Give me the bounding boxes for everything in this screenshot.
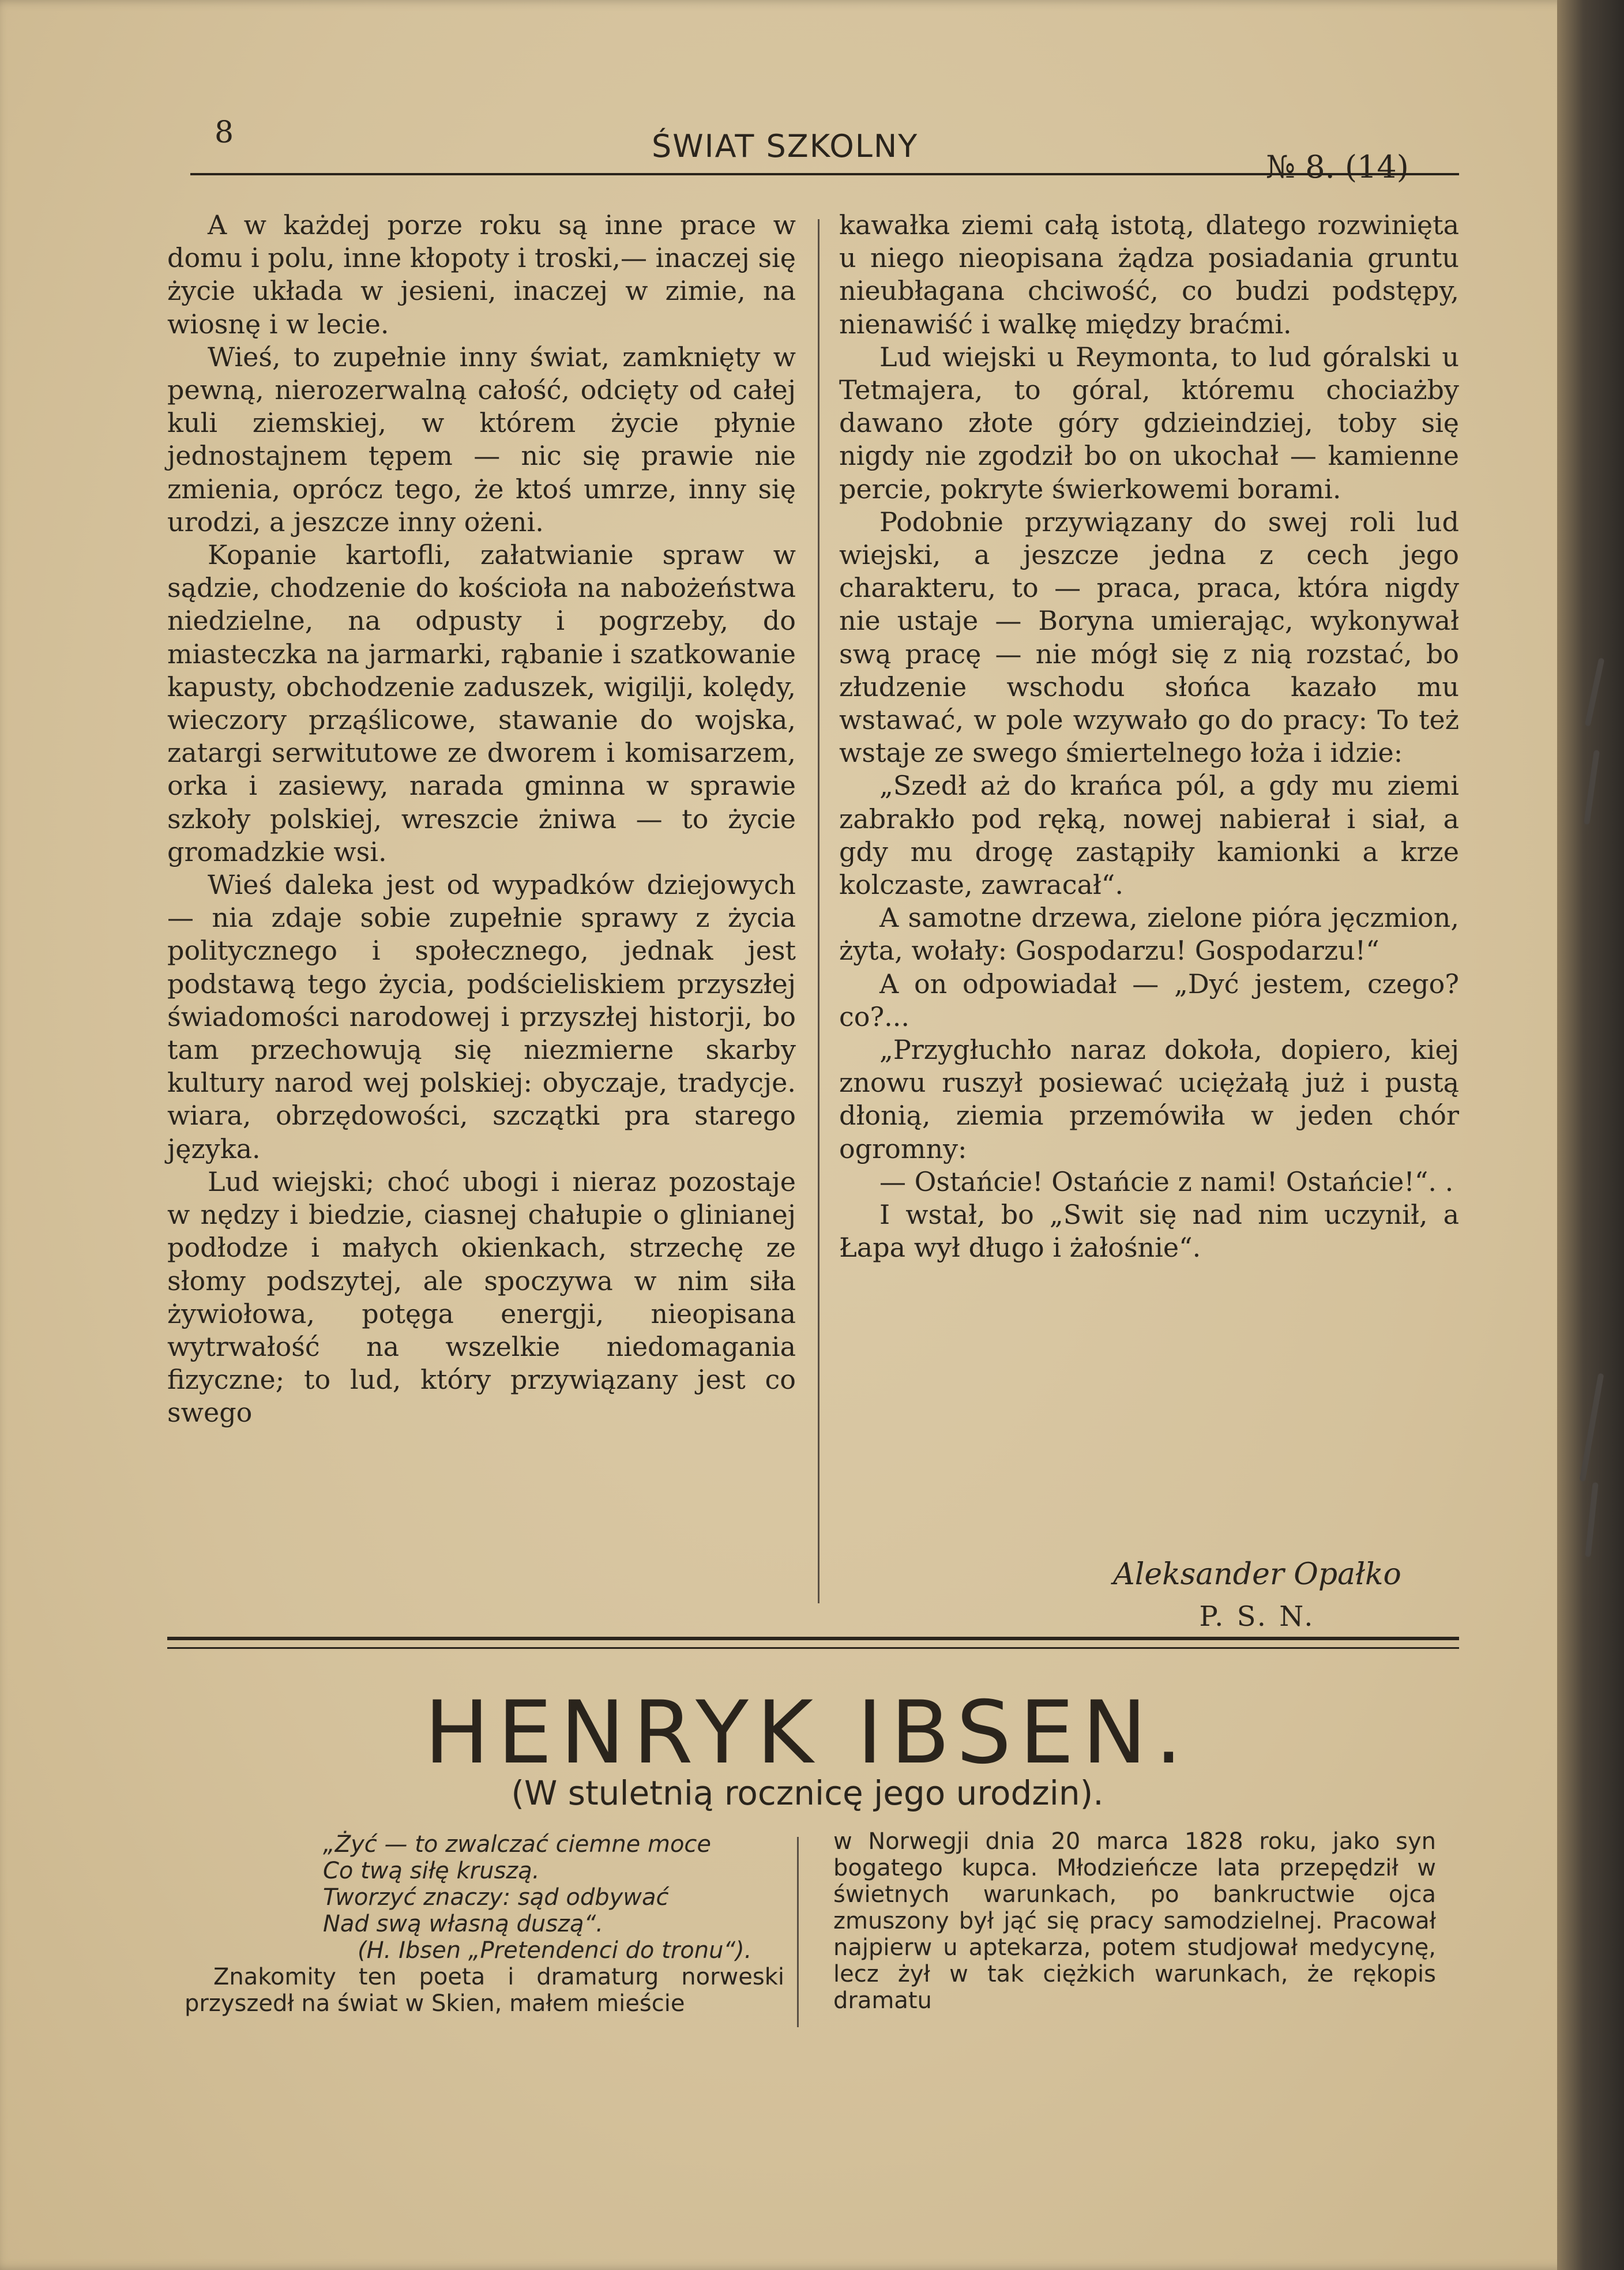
article-right-column: w Norwegji dnia 20 marca 1828 roku, jako syn bogatego kupca. Młodzieńcze lata przepędził w świetnych warunkach, po bankructwie ojca zmuszony był jąć się pracy samodzielnej. Pracował najpierw u aptekarza, potem studjował medycynę, lecz żył w tak ciężkich warunkach, że rękopis dramatu [833, 1828, 1436, 2014]
section-rule-thick [167, 1637, 1459, 1640]
left-column [167, 209, 796, 1604]
article-intro: Znakomity ten poeta i dramaturg norweski przyszedł na świat w Skien, małem mieście [185, 1964, 784, 2017]
motto-line: „Żyć — to zwalczać ciemne moce [323, 1831, 712, 1858]
right-column [839, 209, 1459, 1604]
motto [323, 1831, 784, 1964]
issue-number: № 8. (14) [1266, 149, 1409, 185]
paragraph: Lud wiejski u Reymonta, to lud góralski u Tetmajera, to góral, któremu chociażby dawano złote góry gdzieindziej, toby się nigdy nie zgodził bo on ukochał — kamienne percie, pokryte świerkowemi borami. [839, 341, 1459, 505]
paragraph: Kopanie kartofli, załatwianie spraw w sądzie, chodzenie do kościoła na nabożeństwa niedzielne, na odpusty i pogrzeby, do miasteczka na jarmarki, rąbanie i szatkowanie kapusty, obchodzenie zaduszek, wigilji, kolędy, wieczory prząślicowe, stawanie do wojska, zatargi serwitutowe ze dworem i komisarzem, orka i zasiewy, narada gminna w sprawie szkoły polskiej, wreszcie żniwa — to życie gromadzkie wsi. [167, 539, 796, 867]
paragraph: kawałka ziemi całą istotą, dlatego rozwinięta u niego nieopisana żądza posiadania gruntu nieubłagana chciwość, co budzi podstępy, nienawiść i walkę między braćmi. [839, 209, 1459, 340]
author-initials: P. S. N. [1199, 1600, 1315, 1633]
page-number: 8 [215, 115, 234, 150]
article-headline: HENRYK IBSEN. [424, 1683, 1191, 1783]
motto-line: Tworzyć znaczy: sąd odbywać [323, 1884, 669, 1911]
motto-source: (H. Ibsen „Pretendenci do tronu“). [358, 1937, 752, 1964]
paragraph: I wstał, bo „Swit się nad nim uczynił, a Łapa wył długo i żałośnie“. [839, 1199, 1459, 1264]
header-rule [190, 173, 1459, 175]
article-left-column [185, 1831, 784, 2017]
paragraph: Podobnie przywiązany do swej roli lud wiejski, a jeszcze jedna z cech jego charakteru, to — praca, praca, która nigdy nie ustaje — Boryna umierając, wykonywał swą pracę — nie mógł się z nią rozstać, bo złudzenie wschodu słońca kazało mu wstawać, w pole wzywało go do pracy: To też wstaje ze swego śmiertelnego łoża i idzie: [839, 506, 1459, 769]
column-divider [818, 219, 819, 1603]
article-subtitle: (W stuletnią rocznicę jego urodzin). [511, 1773, 1104, 1813]
paragraph: Wieś daleka jest od wypadków dziejowych — nia zdaje sobie zupełnie sprawy z życia politycznego i społecznego, jednak jest podstawą tego życia, podścieliskiem przyszłej świadomości narodowej i przyszłej historji, bo tam przechowują się niezmierne skarby kultury narod wej polskiej: obyczaje, tradycje. wiara, obrzędowości, szczątki pra starego języka. [167, 869, 796, 1164]
section-rule-thin [167, 1647, 1459, 1649]
paragraph: Wieś, to zupełnie inny świat, zamknięty w pewną, nierozerwalną całość, odcięty od całej kuli ziemskiej, w którem życie płynie jednostajnem tępem — nic się prawie nie zmienia, oprócz tego, że ktoś umrze, inny się urodzi, a jeszcze inny ożeni. [167, 341, 796, 538]
masthead-title: ŚWIAT SZKOLNY [652, 128, 919, 164]
motto-line: Nad swą własną duszą“. [323, 1911, 603, 1937]
paragraph: A samotne drzewa, zielone pióra jęczmion, żyta, wołały: Gospodarzu! Gospodarzu!“ [839, 902, 1459, 967]
paragraph: A on odpowiadał — „Dyć jestem, czego? co?... [839, 968, 1459, 1032]
quote-paragraph: „Przygłuchło naraz dokoła, dopiero, kiej znowu ruszył posiewać uciężałą już i pustą dłonią, ziemia przemówiła w jeden chór ogromny: [839, 1034, 1459, 1164]
article-column-divider [797, 1837, 799, 2027]
paragraph: A w każdej porze roku są inne prace w domu i polu, inne kłopoty i troski,— inaczej się życie układa w jesieni, inaczej w zimie, na wiosnę i w lecie. [167, 209, 796, 340]
motto-line: Co twą siłę kruszą. [323, 1858, 540, 1884]
paragraph: — Ostańcie! Ostańcie z nami! Ostańcie!“. . [879, 1166, 1454, 1197]
quote-paragraph: „Szedł aż do krańca pól, a gdy mu ziemi zabrakło pod ręką, nowej nabierał i siał, a gdy mu drogę zastąpiły kamionki a krze kolczaste, zawracał“. [839, 770, 1459, 901]
binding-spine [1557, 0, 1624, 2270]
author-signature: Aleksander Opałko [1113, 1557, 1401, 1592]
paragraph: Lud wiejski; choć ubogi i nieraz pozostaje w nędzy i biedzie, ciasnej chałupie o glinianej podłodze i małych okienkach, strzechę ze słomy podszytej, ale spoczywa w nim siła żywiołowa, potęga energji, nieopisana wytrwałość na wszelkie niedomagania fizyczne; to lud, który przywiązany jest co swego [167, 1166, 796, 1429]
